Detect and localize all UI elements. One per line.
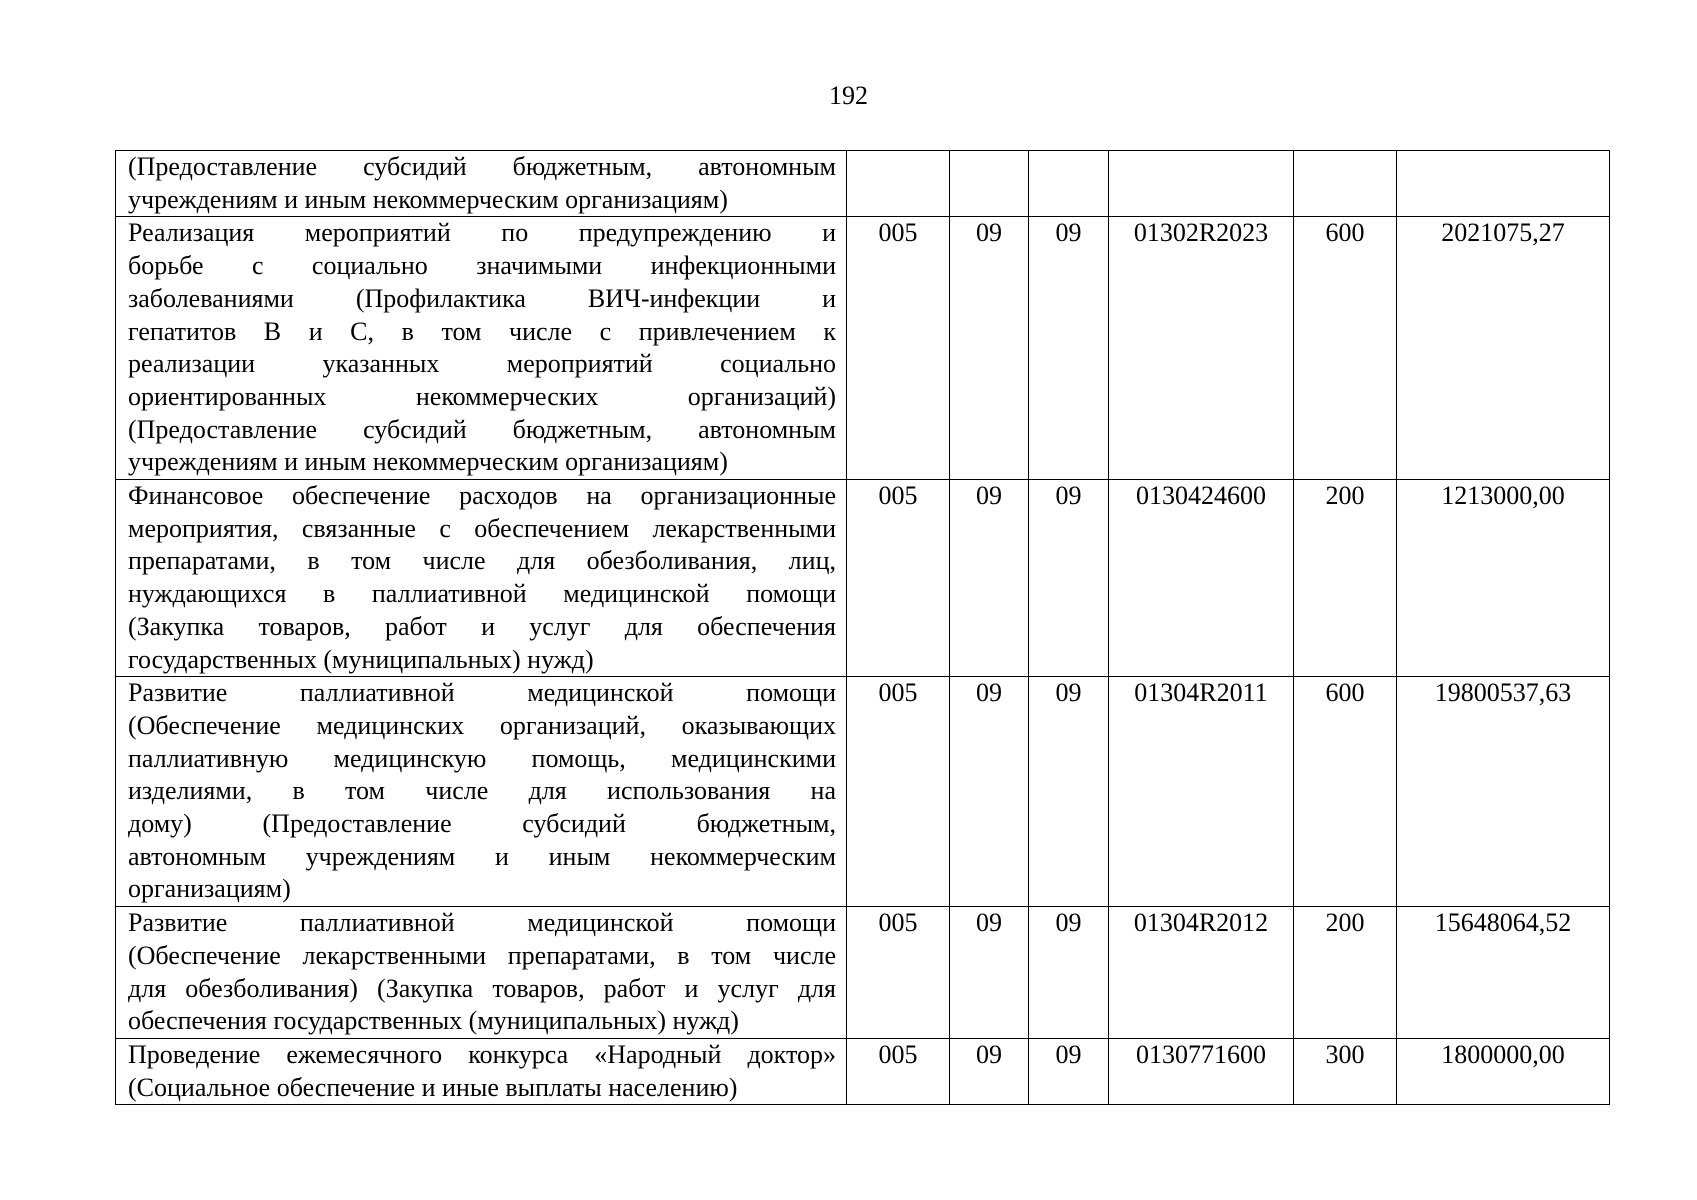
ministry-code-cell: 005: [847, 480, 950, 677]
description-cell: [116, 907, 847, 1039]
expense-type-cell: 600: [1294, 217, 1397, 480]
ministry-code-cell: 005: [847, 677, 950, 907]
description-line: дому) (Предоставление субсидий бюджетным,: [128, 809, 836, 839]
subsection-code-cell: 09: [1029, 217, 1109, 480]
description-line: изделиями, в том числе для использования на: [128, 776, 836, 806]
description-line: ориентированных некоммерческих организаций): [128, 381, 836, 411]
amount-cell: 15648064,52: [1397, 907, 1610, 1039]
target-article-cell: 01302R2023: [1109, 217, 1294, 480]
amount-cell: [1397, 151, 1610, 217]
description-line: борьбе с социально значимыми инфекционными: [128, 251, 836, 281]
description-line: учреждениям и иным некоммерческим организациям): [128, 447, 728, 477]
description-line: Развитие паллиативной медицинской помощи: [128, 908, 836, 938]
section-code-cell: 09: [950, 480, 1029, 677]
description-line: организациям): [128, 874, 291, 904]
section-code-cell: 09: [950, 907, 1029, 1039]
target-article-cell: 0130771600: [1109, 1038, 1294, 1104]
description-line: для обезболивания) (Закупка товаров, работ и услуг для: [128, 973, 836, 1003]
ministry-code-cell: 005: [847, 1038, 950, 1104]
expense-type-cell: 200: [1294, 480, 1397, 677]
description-cell: [116, 480, 847, 677]
ministry-code-cell: 005: [847, 907, 950, 1039]
expense-type-cell: 300: [1294, 1038, 1397, 1104]
amount-cell: 1213000,00: [1397, 480, 1610, 677]
description-line: (Предоставление субсидий бюджетным, автономным: [128, 414, 836, 444]
description-cell: [116, 677, 847, 907]
description-line: паллиативную медицинскую помощь, медицинскими: [128, 743, 836, 773]
section-code-cell: 09: [950, 217, 1029, 480]
table-row: [116, 217, 1610, 480]
subsection-code-cell: 09: [1029, 677, 1109, 907]
subsection-code-cell: [1029, 151, 1109, 217]
table-row: [116, 480, 1610, 677]
target-article-cell: 0130424600: [1109, 480, 1294, 677]
description-line: (Социальное обеспечение и иные выплаты населению): [128, 1072, 738, 1102]
description-line: Проведение ежемесячного конкурса «Народный доктор»: [128, 1039, 836, 1069]
target-article-cell: [1109, 151, 1294, 217]
amount-cell: 2021075,27: [1397, 217, 1610, 480]
table-row: [116, 907, 1610, 1039]
description-line: автономным учреждениям и иным некоммерческим: [128, 841, 836, 871]
description-line: Развитие паллиативной медицинской помощи: [128, 678, 836, 708]
description-cell: [116, 1038, 847, 1104]
description-line: Реализация мероприятий по предупреждению и: [128, 218, 836, 248]
subsection-code-cell: 09: [1029, 1038, 1109, 1104]
section-code-cell: [950, 151, 1029, 217]
amount-cell: 1800000,00: [1397, 1038, 1610, 1104]
description-line: гепатитов В и С, в том числе с привлечением к: [128, 316, 836, 346]
ministry-code-cell: 005: [847, 217, 950, 480]
expense-type-cell: 600: [1294, 677, 1397, 907]
target-article-cell: 01304R2011: [1109, 677, 1294, 907]
description-line: (Обеспечение медицинских организаций, оказывающих: [128, 710, 836, 740]
description-line: (Закупка товаров, работ и услуг для обеспечения: [128, 611, 836, 641]
section-code-cell: 09: [950, 1038, 1029, 1104]
description-line: (Обеспечение лекарственными препаратами, в том числе: [128, 940, 836, 970]
description-line: (Предоставление субсидий бюджетным, автономным: [128, 152, 836, 181]
description-cell: [116, 151, 847, 217]
description-line: препаратами, в том числе для обезболивания, лиц,: [128, 546, 836, 576]
section-code-cell: 09: [950, 677, 1029, 907]
description-line: заболеваниями (Профилактика ВИЧ-инфекции и: [128, 283, 836, 313]
description-line: учреждениям и иным некоммерческим организациям): [128, 184, 728, 214]
amount-cell: 19800537,63: [1397, 677, 1610, 907]
budget-table: [115, 150, 1610, 1105]
table-row: [116, 151, 1610, 217]
page-number: 192: [829, 81, 868, 110]
expense-type-cell: [1294, 151, 1397, 217]
subsection-code-cell: 09: [1029, 907, 1109, 1039]
table-row: [116, 1038, 1610, 1104]
expense-type-cell: 200: [1294, 907, 1397, 1039]
target-article-cell: 01304R2012: [1109, 907, 1294, 1039]
description-line: мероприятия, связанные с обеспечением лекарственными: [128, 513, 836, 543]
table-row: [116, 677, 1610, 907]
description-line: государственных (муниципальных) нужд): [128, 644, 594, 674]
description-line: Финансовое обеспечение расходов на организационные: [128, 481, 836, 511]
ministry-code-cell: [847, 151, 950, 217]
description-line: обеспечения государственных (муниципальных) нужд): [128, 1006, 739, 1036]
description-line: нуждающихся в паллиативной медицинской помощи: [128, 579, 836, 609]
description-cell: [116, 217, 847, 480]
subsection-code-cell: 09: [1029, 480, 1109, 677]
description-line: реализации указанных мероприятий социально: [128, 349, 836, 379]
